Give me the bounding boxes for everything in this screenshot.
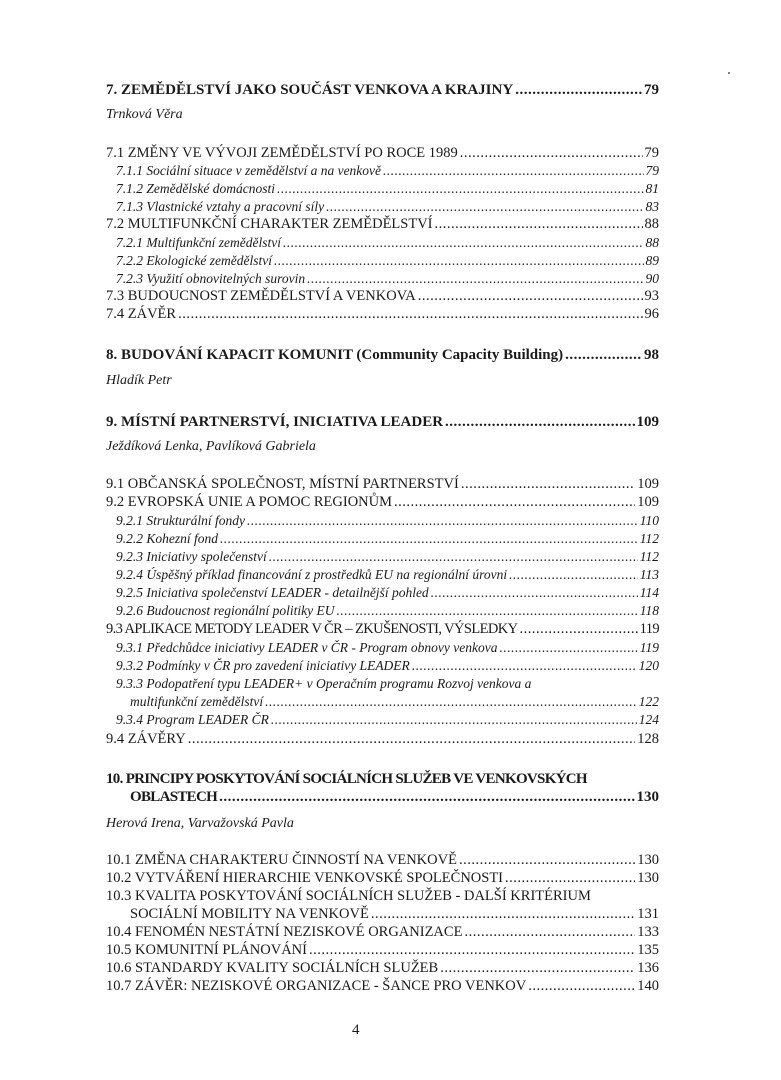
page-ref: 128 [637, 731, 659, 747]
toc-entry[interactable] [106, 288, 659, 305]
dot-leader [461, 476, 635, 493]
chapter-author: Hladík Petr [106, 373, 172, 388]
page-ref: 119 [639, 640, 659, 655]
entry-title: 9.3 APLIKACE METODY LEADER V ČR – ZKUŠENOSTI, VÝSLEDKY [106, 621, 518, 637]
page-ref: 81 [645, 181, 659, 196]
entry-title: 7.3 BUDOUCNOST ZEMĚDĚLSTVÍ A VENKOVA [106, 288, 416, 304]
toc-entry[interactable] [116, 513, 659, 529]
toc-entry[interactable] [106, 924, 659, 941]
entry-title: 9.2.4 Úspěšný příklad financování z prostředků EU na regionální úrovni [116, 567, 508, 582]
chapter-title[interactable]: 10. PRINCIPY POSKYTOVÁNÍ SOCIÁLNÍCH SLUŽEB VE VENKOVSKÝCH [106, 771, 587, 787]
dot-leader [509, 567, 638, 583]
dot-leader [188, 731, 636, 748]
entry-title: 7.4 ZÁVĚR [106, 306, 177, 322]
dot-leader [265, 694, 637, 710]
entry-title: 9.2.2 Kohezní fond [116, 531, 219, 546]
dot-leader [178, 306, 642, 323]
page-ref: 93 [644, 288, 659, 304]
entry-title: 7.2.3 Využití obnovitelných surovin [116, 271, 306, 286]
toc-entry[interactable] [116, 549, 659, 565]
entry-title: 7.2.2 Ekologické zemědělství [116, 253, 272, 268]
page-ref: 135 [637, 942, 659, 958]
dot-leader [283, 235, 644, 251]
dot-leader [247, 513, 638, 529]
toc-chapter-9[interactable] [106, 414, 659, 431]
page-ref: 124 [638, 712, 659, 727]
page-ref: 131 [637, 906, 659, 922]
toc-entry-continuation[interactable] [130, 694, 659, 710]
chapter-title-continuation: OBLASTECH [130, 789, 218, 805]
page-ref: 83 [645, 199, 659, 214]
chapter-author: Ježdíková Lenka, Pavlíková Gabriela [106, 439, 316, 454]
toc-entry[interactable] [106, 621, 659, 638]
toc-entry-line[interactable]: 9.3.3 Podopatření typu LEADER+ v Operačním programu Rozvoj venkova a [116, 676, 532, 691]
dot-leader [565, 347, 642, 364]
toc-entry[interactable] [106, 852, 659, 869]
dot-leader [269, 549, 638, 565]
toc-entry[interactable] [116, 271, 659, 287]
toc-entry-line[interactable]: 10.3 KVALITA POSKYTOVÁNÍ SOCIÁLNÍCH SLUŽEB - DALŠÍ KRITÉRIUM [106, 888, 591, 904]
dot-leader [519, 621, 637, 638]
entry-title: 7.2.1 Multifunkční zemědělství [116, 235, 281, 250]
chapter-author: Trnková Věra [106, 107, 183, 122]
page-ref: 130 [637, 870, 659, 886]
toc-entry[interactable] [106, 145, 659, 162]
page-ref: 109 [637, 494, 659, 510]
chapter-title: 9. MÍSTNÍ PARTNERSTVÍ, INICIATIVA LEADER [106, 414, 444, 430]
dot-leader [309, 942, 635, 959]
toc-entry[interactable] [116, 640, 659, 656]
toc-entry[interactable] [116, 163, 659, 179]
toc-entry[interactable] [106, 870, 659, 887]
entry-title: 9.2.1 Strukturální fondy [116, 513, 245, 528]
page-ref: 89 [645, 253, 659, 268]
toc-entry[interactable] [116, 253, 659, 269]
page-ref: 110 [639, 513, 659, 528]
entry-title: 10.6 STANDARDY KVALITY SOCIÁLNÍCH SLUŽEB [106, 960, 439, 976]
page-ref: 113 [639, 567, 659, 582]
dot-leader [505, 870, 635, 887]
toc-entry[interactable] [116, 585, 659, 601]
entry-title: 7.1.2 Zemědělské domácnosti [116, 181, 275, 196]
entry-title: 7.2 MULTIFUNKČNÍ CHARAKTER ZEMĚDĚLSTVÍ [106, 216, 433, 232]
dot-leader [412, 658, 637, 674]
chapter-author: Herová Irena, Varvažovská Pavla [106, 816, 294, 831]
chapter-title: 8. BUDOVÁNÍ KAPACIT KOMUNIT (Community Capacity Building) [106, 347, 564, 363]
toc-entry[interactable] [106, 476, 659, 493]
entry-title: 7.1 ZMĚNY VE VÝVOJI ZEMĚDĚLSTVÍ PO ROCE 1989 [106, 145, 458, 161]
page-ref: 79 [644, 82, 659, 98]
page-ref: 114 [639, 585, 659, 600]
toc-entry[interactable] [106, 494, 659, 511]
toc-entry-continuation[interactable] [130, 906, 659, 923]
dot-leader [460, 145, 643, 162]
page-ref: 140 [637, 978, 659, 994]
toc-entry[interactable] [106, 306, 659, 323]
entry-title: 9.3.2 Podmínky v ČR pro zavedení iniciativy LEADER [116, 658, 410, 673]
page-ref: 88 [644, 216, 659, 232]
dot-leader [271, 712, 637, 728]
toc-chapter-10[interactable] [130, 789, 659, 806]
page-ref: 112 [639, 549, 659, 564]
dot-leader [383, 163, 643, 179]
toc-entry[interactable] [116, 712, 659, 728]
dot-leader [219, 789, 634, 806]
page-ref: 118 [639, 603, 659, 618]
entry-title: 9.1 OBČANSKÁ SPOLEČNOST, MÍSTNÍ PARTNERSTVÍ [106, 476, 459, 492]
page-ref: 112 [639, 531, 659, 546]
entry-title: 10.2 VYTVÁŘENÍ HIERARCHIE VENKOVSKÉ SPOLEČNOSTI [106, 870, 504, 886]
toc-entry[interactable] [116, 531, 659, 547]
page-ref: 119 [639, 621, 659, 637]
dot-leader [528, 978, 635, 995]
toc-entry[interactable] [106, 942, 659, 959]
toc-entry[interactable] [116, 181, 659, 197]
page-ref: 130 [636, 789, 659, 805]
entry-title: 9.3.1 Předchůdce iniciativy LEADER v ČR - Program obnovy venkova [116, 640, 498, 655]
dot-leader [326, 199, 643, 215]
dot-leader [459, 852, 635, 869]
entry-title: 10.5 KOMUNITNÍ PLÁNOVÁNÍ [106, 942, 307, 958]
chapter-title: 7. ZEMĚDĚLSTVÍ JAKO SOUČÁST VENKOVA A KRAJINY [106, 82, 514, 98]
toc-chapter-8[interactable] [106, 347, 659, 364]
page-number: 4 [352, 1022, 360, 1038]
scan-speck [728, 72, 730, 74]
toc-entry[interactable] [116, 199, 659, 215]
entry-title: 9.2 EVROPSKÁ UNIE A POMOC REGIONŮM [106, 494, 392, 510]
dot-leader [277, 181, 644, 197]
toc-entry[interactable] [106, 978, 659, 995]
dot-leader [445, 414, 634, 431]
dot-leader [515, 82, 642, 99]
dot-leader [431, 585, 638, 601]
toc-entry[interactable] [116, 658, 659, 674]
entry-title: 9.3.4 Program LEADER ČR [116, 712, 269, 727]
page-ref: 136 [637, 960, 659, 976]
page-ref: 109 [636, 414, 659, 430]
page-ref: 79 [645, 163, 659, 178]
entry-title: 9.2.3 Iniciativy společenství [116, 549, 267, 564]
page-ref: 96 [644, 306, 659, 322]
page-ref: 79 [644, 145, 659, 161]
toc-entry[interactable] [106, 960, 659, 977]
page-ref: 133 [637, 924, 659, 940]
dot-leader [500, 640, 638, 656]
dot-leader [274, 253, 644, 269]
entry-title: 7.1.1 Sociální situace v zemědělství a na venkově [116, 163, 382, 178]
dot-leader [336, 603, 637, 619]
dot-leader [440, 960, 635, 977]
toc-entry[interactable] [106, 216, 659, 233]
page-ref: 98 [644, 347, 659, 363]
entry-title: 10.4 FENOMÉN NESTÁTNÍ NEZISKOVÉ ORGANIZACE [106, 924, 463, 940]
page-ref: 90 [645, 271, 659, 286]
toc-entry[interactable] [116, 567, 659, 583]
entry-title: 9.4 ZÁVĚRY [106, 731, 186, 747]
dot-leader [418, 288, 643, 305]
entry-title: 10.1 ZMĚNA CHARAKTERU ČINNOSTÍ NA VENKOVĚ [106, 852, 457, 868]
toc-chapter-7[interactable] [106, 82, 659, 99]
page-ref: 130 [637, 852, 659, 868]
dot-leader [371, 906, 635, 923]
dot-leader [307, 271, 643, 287]
entry-title: multifunkční zemědělství [130, 694, 264, 709]
page-ref: 122 [638, 694, 659, 709]
entry-title: 7.1.3 Vlastnické vztahy a pracovní síly [116, 199, 325, 214]
toc-entry[interactable] [116, 603, 659, 619]
dot-leader [464, 924, 635, 941]
page-ref: 120 [638, 658, 659, 673]
entry-title: SOCIÁLNÍ MOBILITY NA VENKOVĚ [130, 906, 369, 922]
page-ref: 109 [637, 476, 659, 492]
entry-title: 9.2.6 Budoucnost regionální politiky EU [116, 603, 335, 618]
toc-entry[interactable] [106, 731, 659, 748]
dot-leader [435, 216, 643, 233]
dot-leader [220, 531, 638, 547]
entry-title: 10.7 ZÁVĚR: NEZISKOVÉ ORGANIZACE - ŠANCE PRO VENKOV [106, 978, 527, 994]
toc-entry[interactable] [116, 235, 659, 251]
dot-leader [394, 494, 635, 511]
entry-title: 9.2.5 Iniciativa společenství LEADER - detailnější pohled [116, 585, 429, 600]
page-ref: 88 [645, 235, 659, 250]
